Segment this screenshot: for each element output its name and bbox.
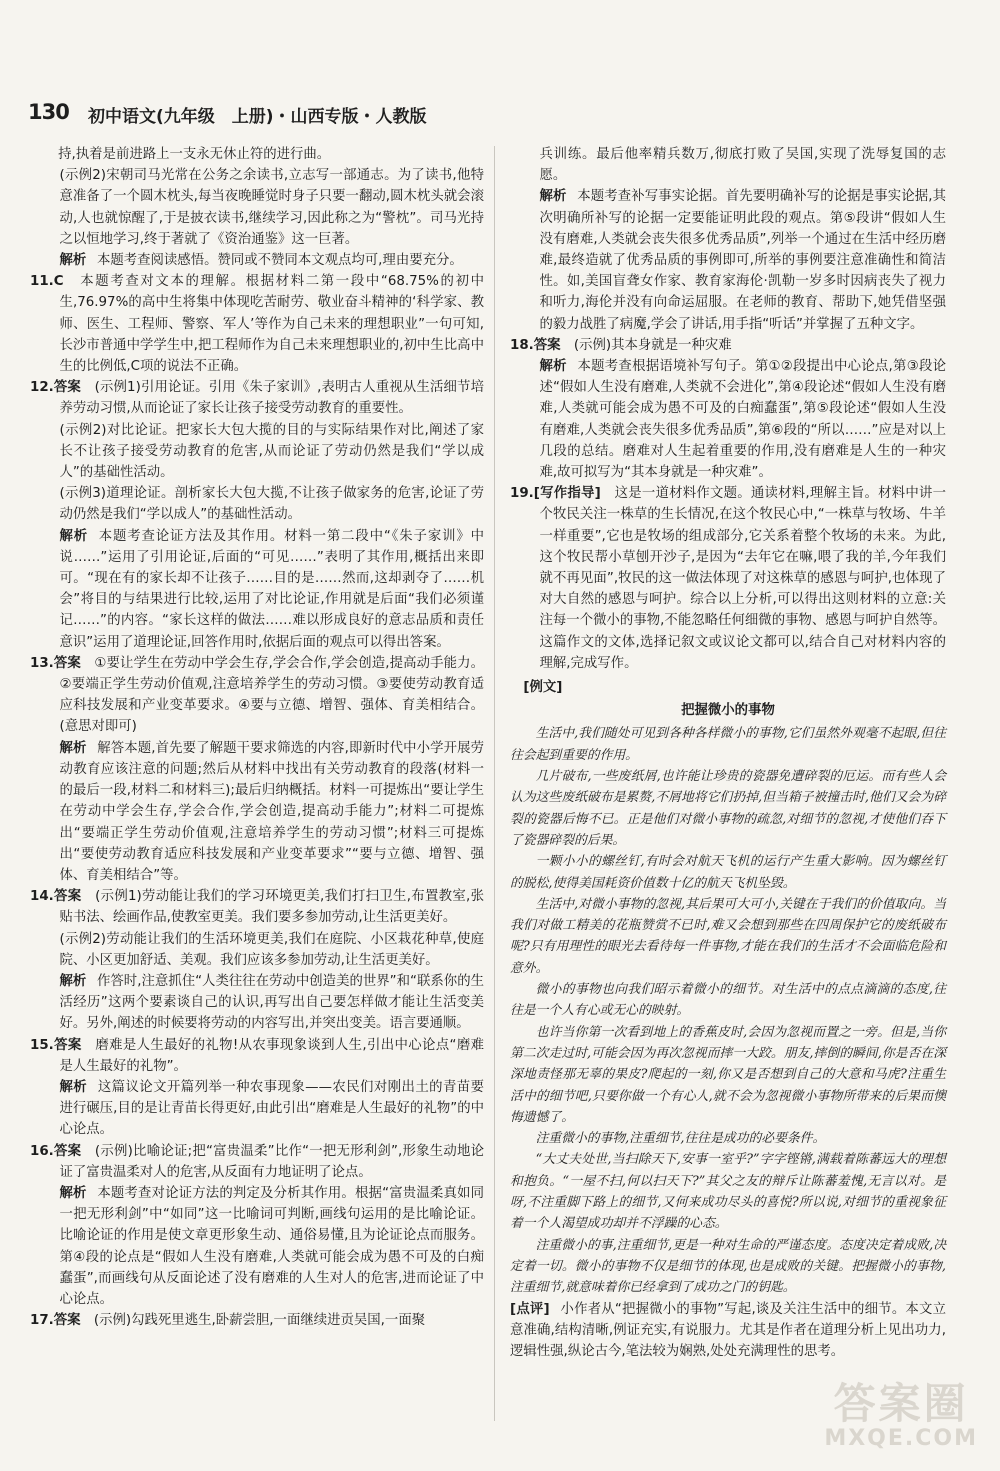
q15-number: 15.答案 — [30, 1037, 82, 1053]
q16-analysis — [30, 1183, 484, 1310]
q10-analysis-text: 本题考查阅读感悟。赞同或不赞同本文观点均可,理由要充分。 — [96, 253, 463, 269]
example-label: [例文] — [523, 680, 563, 696]
q10-continuation: 持,执着是前进路上一支永无休止符的进行曲。 — [58, 147, 331, 162]
q15-answer: 磨难是人生最好的礼物!从农事现象谈到人生,引出中心论点“磨难是人生最好的礼物”。 — [59, 1037, 484, 1074]
q14-number: 14.答案 — [30, 889, 82, 905]
q12-answer-1: (示例1)引用论证。引用《朱子家训》,表明古人重视从生活细节培养劳动习惯,从而论证了家长让孩子接受劳动教育的重要性。 — [59, 380, 485, 417]
q18-answer: (示例)其本身就是一种灾难 — [573, 337, 732, 353]
analysis-label: 解析 — [59, 1185, 87, 1201]
q19-block — [510, 483, 946, 674]
q18-analysis — [510, 356, 946, 483]
q13-answer: ①要让学生在劳动中学会生存,学会合作,学会创造,提高动手能力。②要端正学生劳动价值观,注意培养学生的劳动习惯。③要使劳动教育适应科技发展和产业变革要求。④要与立德、增智、强体、育美相结合。(意思对即可) — [59, 655, 485, 735]
column-divider — [494, 146, 495, 1421]
q12-block — [30, 377, 484, 419]
q15-analysis — [30, 1077, 484, 1141]
comment-text: 小作者从“把握微小的事物”写起,谈及关注生活中的细节。本文立意准确,结构清晰,例证充实,有说服力。尤其是作者在道理分析上见出功力,逻辑性强,纵论古今,笔法较为娴熟,处处充满理性的思考。 — [510, 1301, 946, 1359]
analysis-label: 解析 — [59, 740, 87, 756]
q13-analysis — [30, 738, 484, 886]
page-number: 130 — [28, 100, 69, 124]
q12-answer-3: (示例3)道理论证。剖析家长大包大揽,不让孩子做家务的危害,论证了劳动仍然是我们“学以成人”的基础性活动。 — [59, 486, 484, 523]
comment — [510, 1299, 946, 1363]
analysis-label: 解析 — [539, 189, 567, 205]
q19-number: 19.[写作指导] — [510, 486, 601, 502]
q11-block — [30, 271, 484, 377]
q18-number: 18.答案 — [510, 337, 561, 353]
q17-number: 17.答案 — [30, 1313, 81, 1329]
page-header — [28, 100, 968, 130]
q15-block — [30, 1035, 484, 1077]
book-title: 初中语文(九年级 上册)・山西专版・人教版 — [88, 107, 427, 127]
q18-analysis-text: 本题考查根据语境补写句子。第①②段提出中心论点,第③段论述“假如人生没有磨难,人类就不会进化”,第④段论述“假如人生没有磨难,人类就可能会成为愚不可及的白痴蠢蛋”,第⑤段论述“假如人生没有磨难,人类就会丧失很多优秀品质”,第⑥段的“所以……”应是对以上几段的总结。磨难对人生起着重要的作用,没有磨难是人生的一种灾难,故可拟写为“其本身就是一种灾难”。 — [539, 359, 946, 481]
q16-analysis-text: 本题考查对论证方法的判定及分析其作用。根据“富贵温柔真如同一把无形利剑”中“如同”这一比喻词可判断,画线句运用的是比喻论证。比喻论证的作用是使文章更形象生动、通俗易懂,且为论证论点而服务。第④段的论点是“假如人生没有磨难,人类就可能会成为愚不可及的白痴蠢蛋”,而画线句从反面论述了没有磨难的人生对人的危害,进而论证了中心论点。 — [59, 1185, 484, 1307]
essay-paragraph: 一颗小小的螺丝钉,有时会对航天飞机的运行产生重大影响。因为螺丝钉的脱松,使得美国耗资价值数十亿的航天飞机坠毁。 — [510, 854, 946, 891]
analysis-label: 解析 — [59, 973, 87, 989]
essay-paragraph: 也许当你第一次看到地上的香蕉皮时,会因为忽视而置之一旁。但是,当你第二次走过时,可能会因为再次忽视而摔一大跤。朋友,摔倒的瞬间,你是否在深深地责怪那无辜的果皮?爬起的一刻,你又是否想到自己的大意和马虎?注重生活中的细节吧,只要你做一个有心人,就不会为忽视微小事物所带来的后果而懊悔遗憾了。 — [510, 1024, 946, 1125]
q14-answer-1: (示例1)劳动能让我们的学习环境更美,我们打扫卫生,布置教室,张贴书法、绘画作品,使教室更美。我们要多参加劳动,让生活更美好。 — [59, 889, 484, 926]
essay-paragraph: 生活中,对微小事物的忽视,其后果可大可小,关键在于我们的价值取向。当我们对做工精美的花瓶赞赏不已时,难又会想到那些在四周保护它的废纸破布呢?只有用理性的眼光去看待每一件事物,才能在我们的生活才不会面临危险和意外。 — [510, 896, 946, 976]
left-column — [30, 144, 484, 1331]
watermark — [824, 1379, 978, 1451]
q10-analysis — [30, 250, 484, 271]
q16-number: 16.答案 — [30, 1143, 82, 1159]
comment-label: [点评] — [510, 1301, 550, 1317]
analysis-label: 解析 — [59, 253, 87, 269]
essay-paragraph: 几片破布,一些废纸屑,也许能让珍贵的瓷器免遭碎裂的厄运。而有些人会认为这些废纸破布是累赘,不屑地将它们扔掉,但当箱子被撞击时,他们又会为碎裂的瓷器后悔不已。正是他们对微小事物的疏忽,对细节的忽视,才使他们吞下了瓷器碎裂的后果。 — [510, 769, 946, 848]
q12-answer-2: (示例2)对比论证。把家长大包大揽的目的与实际结果作对比,阐述了家长不让孩子接受劳动教育的危害,从而论证了劳动仍然是我们“学以成人”的基础性活动。 — [59, 422, 484, 481]
q16-block — [30, 1141, 484, 1183]
right-column — [510, 144, 946, 1362]
analysis-label: 解析 — [539, 359, 567, 375]
q12-analysis — [30, 526, 484, 653]
q14-answer-2: (示例2)劳动能让我们的生活环境更美,我们在庭院、小区栽花种草,使庭院、小区更加舒适、美观。我们应该多参加劳动,让生活更美好。 — [59, 931, 484, 968]
q13-number: 13.答案 — [30, 655, 81, 671]
example-essay — [510, 677, 946, 1298]
essay-paragraph: 微小的事物也向我们昭示着微小的细节。对生活中的点点滴滴的态度,往往是一个人有心或无心的映射。 — [510, 982, 946, 1019]
q14-analysis — [30, 971, 484, 1035]
essay-paragraph: 注重微小的事,注重细节,更是一种对生命的严谨态度。态度决定着成败,决定着一切。微小的事物不仅是细节的体现,也是成败的关键。把握微小的事物,注重细节,就意味着你已经拿到了成功之门的钥匙。 — [510, 1237, 946, 1296]
q17-continuation: 兵训练。最后他率精兵数万,彻底打败了吴国,实现了洗辱复国的志愿。 — [539, 147, 946, 184]
essay-paragraph: 注重微小的事物,注重细节,往往是成功的必要条件。 — [535, 1131, 826, 1147]
watermark-logo: 答案圈 — [833, 1379, 969, 1428]
essay-body — [510, 723, 946, 1298]
q16-answer: (示例)比喻论证;把“富贵温柔”比作“一把无形利剑”,形象生动地论证了富贵温柔对人的危害,从反面有力地证明了论点。 — [59, 1143, 485, 1180]
q11-text: 本题考查对文本的理解。根据材料二第一段中“68.75%的初中生,76.97%的高中生将集中体现吃苦耐劳、敬业奋斗精神的‘科学家、教师、医生、工程师、警察、军人’等作为自己未来的理想职业”一句可知,长沙市普通中学学生中,把工程师作为自己未来理想职业的,初中生比高中生的比例低,C项的说法不正确。 — [59, 274, 485, 375]
q13-analysis-text: 解答本题,首先要了解题干要求筛选的内容,即新时代中小学开展劳动教育应该注意的问题;然后从材料中找出有关劳动教育的段落(材料一的最后一段,材料二和材料三);最后归纳概括。材料一可提炼出“要让学生在劳动中学会生存,学会合作,学会创造,提高动手能力”;材料二可提炼出“要端正学生劳动价值观,注意培养学生的劳动习惯”;材料三可提炼出“要使劳动教育适应科技发展和产业变革要求”“要与立德、增智、强体、育美相结合”等。 — [59, 740, 484, 883]
q14-block — [30, 886, 484, 928]
q17-answer: (示例)勾践死里逃生,卧薪尝胆,一面继续进贡吴国,一面聚 — [93, 1313, 426, 1329]
q12-number: 12.答案 — [30, 380, 81, 396]
essay-title: 把握微小的事物 — [681, 703, 775, 719]
q11-number: 11.C — [30, 274, 64, 290]
q18-block — [510, 335, 946, 356]
essay-paragraph: “大丈夫处世,当扫除天下,安事一室乎?”字字铿锵,满载着陈蕃远大的理想和抱负。“一屋不扫,何以扫天下?”其父之友的辩斥让陈蕃羞愧,无言以对。是呀,不注重脚下路上的细节,又何来成功尽头的喜悦?所以说,对细节的重视象征着一个人渴望成功却并不浮躁的心态。 — [510, 1152, 946, 1232]
q10-example: (示例2)宋朝司马光常在公务之余读书,立志写一部通志。为了读书,他特意准备了一个圆木枕头,每当夜晚睡觉时身子只要一翻动,圆木枕头就会滚动,人也就惊醒了,于是披衣读书,继续学习,因此称之为“警枕”。司马光持之以恒地学习,终于著就了《资治通鉴》这一巨著。 — [59, 168, 484, 247]
q12-analysis-text: 本题考查论证方法及其作用。材料一第二段中“《朱子家训》中说……”运用了引用论证,后面的“可见……”表明了其作用,概括出来即可。“现在有的家长却不让孩子……目的是……然而,这却剥夺了……机会”将目的与结果进行比较,运用了对比论证,作用就是后面“我们必须谨记……”的内容。“家长这样的做法……难以形成良好的意志品质和责任意识”运用了道理论证,回答作用时,依据后面的观点可以得出答案。 — [59, 528, 484, 650]
q19-text: 这是一道材料作文题。通读材料,理解主旨。材料中讲一个牧民关注一株草的生长情况,在这个牧民心中,“一株草与牧场、牛羊一样重要”,它也是牧场的组成部分,它关系着整个牧场的未来。为此,这个牧民帮小草刨开沙子,是因为“去年它在嘛,喂了我的羊,今年我们就不再见面”,牧民的这一做法体现了对这株草的感恩与呵护,也体现了对大自然的感恩与呵护。综合以上分析,可以得出这则材料的立意:关注每一个微小的事物,不能忽略任何细微的事物、感恩与呵护自然等。这篇作文的文体,选择记叙文或议论文都可以,结合自己对材料内容的理解,完成写作。 — [539, 486, 946, 671]
q13-block — [30, 653, 484, 738]
analysis-label: 解析 — [59, 1079, 88, 1095]
essay-paragraph: 生活中,我们随处可见到各种各样微小的事物,它们虽然外观毫不起眼,但往往会起到重要的作用。 — [510, 726, 946, 763]
watermark-site: MXQE.COM — [824, 1426, 978, 1451]
q17-analysis-text: 本题考查补写事实论据。首先要明确补写的论据是事实论据,其次明确所补写的论据一定要能证明此段的观点。第⑤段讲“假如人生没有磨难,人类就会丧失很多优秀品质”,列举一个通过在生活中经历磨难,最终造就了优秀品质的事例即可,所举的事例要注意准确性和简洁性。如,美国盲聋女作家、教育家海伦·凯勒一岁多时因病丧失了视力和听力,海伦并没有向命运屈服。在老师的教育、帮助下,她凭借坚强的毅力战胜了病魔,学会了讲话,用手指“听话”并掌握了五种文字。 — [539, 189, 947, 332]
q17-analysis — [510, 186, 946, 334]
q14-analysis-text: 作答时,注意抓住“人类往往在劳动中创造美的世界”和“联系你的生活经历”这两个要素谈自己的认识,再写出自己要怎样做才能让生活变美好。另外,阐述的时候要将劳动的内容写出,并突出变美。语言要通顺。 — [59, 973, 484, 1032]
q15-analysis-text: 这篇议论文开篇列举一种农事现象——农民们对刚出土的青苗要进行碾压,目的是让青苗长得更好,由此引出“磨难是人生最好的礼物”的中心论点。 — [59, 1079, 485, 1138]
analysis-label: 解析 — [59, 528, 88, 544]
q17-block — [30, 1310, 484, 1331]
